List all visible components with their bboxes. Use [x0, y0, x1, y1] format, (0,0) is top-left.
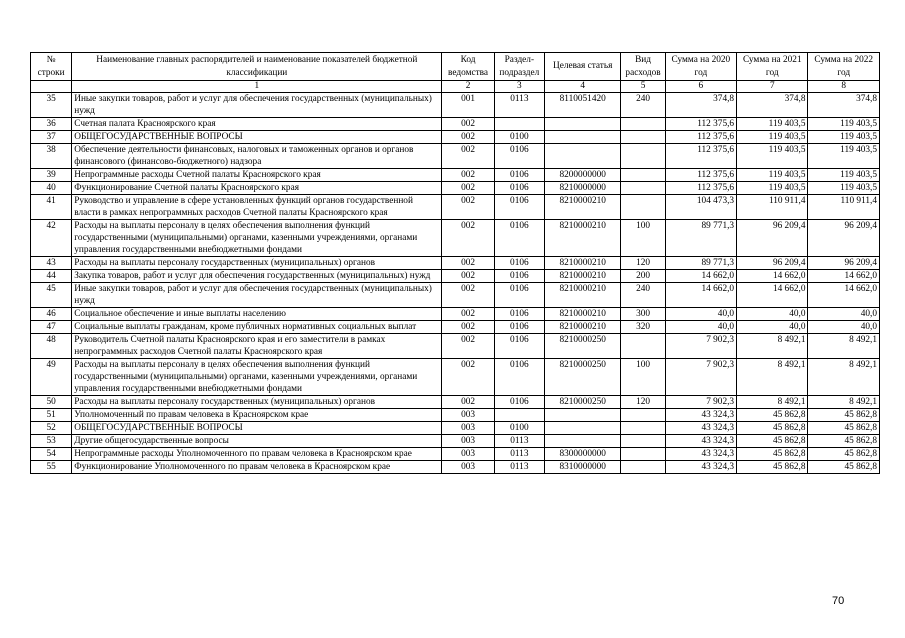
dept-code-cell: 002 — [442, 195, 494, 220]
sum-2021-cell: 119 403,5 — [737, 182, 808, 195]
expense-type-cell — [621, 182, 665, 195]
row-name-cell: Закупка товаров, работ и услуг для обеспечения государственных (муниципальных) нужд — [72, 270, 442, 283]
section-cell: 0106 — [494, 144, 544, 169]
header-sum-2022: Сумма на 2022 год — [808, 53, 880, 81]
header-sum-2020: Сумма на 2020 год — [665, 53, 736, 81]
sum-2022-cell: 8 492,1 — [808, 334, 880, 359]
sum-2020-cell: 43 324,3 — [665, 448, 736, 461]
row-number-cell: 55 — [31, 461, 72, 474]
table-row — [31, 144, 880, 169]
sum-2021-cell: 40,0 — [737, 321, 808, 334]
row-name-cell: Функционирование Счетной палаты Красноярского края — [72, 182, 442, 195]
row-name-cell: Другие общегосударственные вопросы — [72, 435, 442, 448]
budget-table — [30, 52, 880, 474]
sum-2022-cell: 96 209,4 — [808, 257, 880, 270]
sum-2021-cell: 45 862,8 — [737, 448, 808, 461]
sum-2022-cell: 119 403,5 — [808, 118, 880, 131]
section-cell — [494, 118, 544, 131]
sum-2021-cell: 45 862,8 — [737, 435, 808, 448]
row-name-cell: Расходы на выплаты персоналу в целях обеспечения выполнения функций государственными (муниципальными) органами, казенными учреждениями, органами управления государственными внебюджетными фондами — [72, 220, 442, 257]
sum-2022-cell: 45 862,8 — [808, 409, 880, 422]
row-name-cell: Функционирование Уполномоченного по правам человека в Красноярском крае — [72, 461, 442, 474]
sum-2021-cell: 40,0 — [737, 308, 808, 321]
section-cell: 0106 — [494, 359, 544, 396]
section-cell: 0113 — [494, 448, 544, 461]
table-row — [31, 409, 880, 422]
sum-2022-cell: 45 862,8 — [808, 422, 880, 435]
dept-code-cell: 002 — [442, 169, 494, 182]
row-name-cell: Расходы на выплаты персоналу государственных (муниципальных) органов — [72, 257, 442, 270]
column-number: 5 — [621, 81, 665, 93]
target-cell: 8210000210 — [544, 220, 620, 257]
header-target: Целевая статья — [544, 53, 620, 81]
row-name-cell: Расходы на выплаты персоналу в целях обеспечения выполнения функций государственными (муниципальными) органами, казенными учреждениями, органами управления государственными внебюджетными фондами — [72, 359, 442, 396]
sum-2021-cell: 119 403,5 — [737, 169, 808, 182]
target-cell: 8200000000 — [544, 169, 620, 182]
dept-code-cell: 002 — [442, 257, 494, 270]
row-name-cell: ОБЩЕГОСУДАРСТВЕННЫЕ ВОПРОСЫ — [72, 131, 442, 144]
column-number: 2 — [442, 81, 494, 93]
sum-2020-cell: 7 902,3 — [665, 359, 736, 396]
target-cell: 8310000000 — [544, 461, 620, 474]
row-number-cell: 47 — [31, 321, 72, 334]
sum-2020-cell: 43 324,3 — [665, 422, 736, 435]
row-number-cell: 40 — [31, 182, 72, 195]
target-cell: 8210000000 — [544, 182, 620, 195]
column-number — [31, 81, 72, 93]
sum-2022-cell: 374,8 — [808, 93, 880, 118]
expense-type-cell: 120 — [621, 257, 665, 270]
header-row-number: № строки — [31, 53, 72, 81]
header-expense-type: Вид расходов — [621, 53, 665, 81]
sum-2021-cell: 96 209,4 — [737, 257, 808, 270]
column-number: 1 — [72, 81, 442, 93]
sum-2022-cell: 119 403,5 — [808, 169, 880, 182]
expense-type-cell: 320 — [621, 321, 665, 334]
row-name-cell: Обеспечение деятельности финансовых, налоговых и таможенных органов и органов финансового (финансово-бюджетного) надзора — [72, 144, 442, 169]
expense-type-cell: 100 — [621, 359, 665, 396]
sum-2022-cell: 96 209,4 — [808, 220, 880, 257]
target-cell: 8210000210 — [544, 195, 620, 220]
sum-2021-cell: 119 403,5 — [737, 144, 808, 169]
section-cell: 0106 — [494, 169, 544, 182]
expense-type-cell: 240 — [621, 283, 665, 308]
sum-2022-cell: 110 911,4 — [808, 195, 880, 220]
section-cell: 0113 — [494, 461, 544, 474]
table-row — [31, 270, 880, 283]
row-number-cell: 39 — [31, 169, 72, 182]
dept-code-cell: 002 — [442, 359, 494, 396]
sum-2022-cell: 45 862,8 — [808, 461, 880, 474]
sum-2021-cell: 14 662,0 — [737, 270, 808, 283]
row-number-cell: 48 — [31, 334, 72, 359]
column-number: 3 — [494, 81, 544, 93]
dept-code-cell: 002 — [442, 321, 494, 334]
sum-2021-cell: 45 862,8 — [737, 461, 808, 474]
expense-type-cell — [621, 131, 665, 144]
target-cell: 8210000210 — [544, 308, 620, 321]
row-name-cell: Руководство и управление в сфере установленных функций органов государственной власти в рамках непрограммных расходов Счетной палаты Красноярского края — [72, 195, 442, 220]
row-name-cell: Непрограммные расходы Уполномоченного по правам человека в Красноярском крае — [72, 448, 442, 461]
expense-type-cell — [621, 144, 665, 169]
expense-type-cell — [621, 422, 665, 435]
section-cell: 0100 — [494, 131, 544, 144]
dept-code-cell: 002 — [442, 270, 494, 283]
column-number: 8 — [808, 81, 880, 93]
column-number: 7 — [737, 81, 808, 93]
target-cell: 8210000210 — [544, 321, 620, 334]
section-cell — [494, 409, 544, 422]
target-cell — [544, 422, 620, 435]
expense-type-cell: 300 — [621, 308, 665, 321]
row-name-cell: Непрограммные расходы Счетной палаты Красноярского края — [72, 169, 442, 182]
column-number-row — [31, 81, 880, 93]
row-name-cell: Иные закупки товаров, работ и услуг для обеспечения государственных (муниципальных) нужд — [72, 283, 442, 308]
row-number-cell: 36 — [31, 118, 72, 131]
sum-2022-cell: 40,0 — [808, 321, 880, 334]
expense-type-cell: 100 — [621, 220, 665, 257]
target-cell — [544, 435, 620, 448]
row-number-cell: 45 — [31, 283, 72, 308]
sum-2021-cell: 374,8 — [737, 93, 808, 118]
row-name-cell: Руководитель Счетной палаты Красноярского края и его заместители в рамках непрограммных расходов Счетной палаты Красноярского края — [72, 334, 442, 359]
section-cell: 0100 — [494, 422, 544, 435]
row-number-cell: 53 — [31, 435, 72, 448]
row-number-cell: 52 — [31, 422, 72, 435]
sum-2020-cell: 89 771,3 — [665, 220, 736, 257]
table-row — [31, 182, 880, 195]
target-cell — [544, 118, 620, 131]
dept-code-cell: 003 — [442, 435, 494, 448]
row-number-cell: 42 — [31, 220, 72, 257]
table-row — [31, 359, 880, 396]
row-number-cell: 35 — [31, 93, 72, 118]
expense-type-cell — [621, 118, 665, 131]
sum-2021-cell: 8 492,1 — [737, 359, 808, 396]
row-number-cell: 44 — [31, 270, 72, 283]
expense-type-cell — [621, 461, 665, 474]
header-sum-2021: Сумма на 2021 год — [737, 53, 808, 81]
table-row — [31, 257, 880, 270]
sum-2022-cell: 40,0 — [808, 308, 880, 321]
table-row — [31, 169, 880, 182]
sum-2020-cell: 89 771,3 — [665, 257, 736, 270]
sum-2021-cell: 8 492,1 — [737, 396, 808, 409]
page-number: 70 — [832, 595, 845, 607]
table-row — [31, 131, 880, 144]
sum-2020-cell: 7 902,3 — [665, 334, 736, 359]
sum-2021-cell: 110 911,4 — [737, 195, 808, 220]
sum-2021-cell: 14 662,0 — [737, 283, 808, 308]
row-number-cell: 50 — [31, 396, 72, 409]
table-header — [31, 53, 880, 93]
header-section: Раздел-подраздел — [494, 53, 544, 81]
row-name-cell: Социальные выплаты гражданам, кроме публичных нормативных социальных выплат — [72, 321, 442, 334]
section-cell: 0106 — [494, 257, 544, 270]
sum-2022-cell: 8 492,1 — [808, 396, 880, 409]
table-row — [31, 195, 880, 220]
dept-code-cell: 002 — [442, 220, 494, 257]
sum-2021-cell: 45 862,8 — [737, 409, 808, 422]
dept-code-cell: 002 — [442, 118, 494, 131]
sum-2022-cell: 14 662,0 — [808, 270, 880, 283]
target-cell — [544, 144, 620, 169]
expense-type-cell — [621, 448, 665, 461]
dept-code-cell: 002 — [442, 182, 494, 195]
row-name-cell: Расходы на выплаты персоналу государственных (муниципальных) органов — [72, 396, 442, 409]
table-row — [31, 283, 880, 308]
expense-type-cell: 200 — [621, 270, 665, 283]
sum-2020-cell: 112 375,6 — [665, 118, 736, 131]
sum-2022-cell: 119 403,5 — [808, 182, 880, 195]
row-number-cell: 37 — [31, 131, 72, 144]
column-number: 4 — [544, 81, 620, 93]
sum-2022-cell: 45 862,8 — [808, 435, 880, 448]
sum-2020-cell: 7 902,3 — [665, 396, 736, 409]
sum-2020-cell: 112 375,6 — [665, 169, 736, 182]
row-number-cell: 41 — [31, 195, 72, 220]
row-name-cell: Иные закупки товаров, работ и услуг для обеспечения государственных (муниципальных) нужд — [72, 93, 442, 118]
expense-type-cell: 120 — [621, 396, 665, 409]
table-row — [31, 220, 880, 257]
header-dept-code: Код ведомства — [442, 53, 494, 81]
dept-code-cell: 002 — [442, 334, 494, 359]
dept-code-cell: 002 — [442, 144, 494, 169]
target-cell: 8210000250 — [544, 396, 620, 409]
sum-2020-cell: 40,0 — [665, 321, 736, 334]
target-cell: 8210000210 — [544, 283, 620, 308]
section-cell: 0113 — [494, 435, 544, 448]
dept-code-cell: 003 — [442, 461, 494, 474]
section-cell: 0113 — [494, 93, 544, 118]
sum-2022-cell: 14 662,0 — [808, 283, 880, 308]
target-cell — [544, 131, 620, 144]
dept-code-cell: 002 — [442, 131, 494, 144]
table-row — [31, 422, 880, 435]
row-number-cell: 49 — [31, 359, 72, 396]
sum-2021-cell: 96 209,4 — [737, 220, 808, 257]
target-cell: 8110051420 — [544, 93, 620, 118]
sum-2022-cell: 119 403,5 — [808, 144, 880, 169]
sum-2022-cell: 45 862,8 — [808, 448, 880, 461]
sum-2020-cell: 374,8 — [665, 93, 736, 118]
table-row — [31, 334, 880, 359]
target-cell: 8300000000 — [544, 448, 620, 461]
section-cell: 0106 — [494, 195, 544, 220]
section-cell: 0106 — [494, 182, 544, 195]
sum-2021-cell: 119 403,5 — [737, 131, 808, 144]
section-cell: 0106 — [494, 308, 544, 321]
sum-2022-cell: 119 403,5 — [808, 131, 880, 144]
expense-type-cell — [621, 409, 665, 422]
row-name-cell: ОБЩЕГОСУДАРСТВЕННЫЕ ВОПРОСЫ — [72, 422, 442, 435]
sum-2020-cell: 40,0 — [665, 308, 736, 321]
expense-type-cell: 240 — [621, 93, 665, 118]
row-number-cell: 54 — [31, 448, 72, 461]
sum-2020-cell: 43 324,3 — [665, 461, 736, 474]
table-row — [31, 396, 880, 409]
expense-type-cell — [621, 169, 665, 182]
section-cell: 0106 — [494, 334, 544, 359]
section-cell: 0106 — [494, 321, 544, 334]
sum-2020-cell: 104 473,3 — [665, 195, 736, 220]
sum-2021-cell: 8 492,1 — [737, 334, 808, 359]
section-cell: 0106 — [494, 220, 544, 257]
sum-2020-cell: 43 324,3 — [665, 409, 736, 422]
row-name-cell: Уполномоченный по правам человека в Красноярском крае — [72, 409, 442, 422]
row-number-cell: 38 — [31, 144, 72, 169]
expense-type-cell — [621, 334, 665, 359]
expense-type-cell — [621, 195, 665, 220]
section-cell: 0106 — [494, 396, 544, 409]
sum-2020-cell: 112 375,6 — [665, 182, 736, 195]
table-row — [31, 435, 880, 448]
target-cell: 8210000210 — [544, 270, 620, 283]
table-row — [31, 448, 880, 461]
dept-code-cell: 001 — [442, 93, 494, 118]
table-row — [31, 118, 880, 131]
row-number-cell: 51 — [31, 409, 72, 422]
sum-2020-cell: 112 375,6 — [665, 131, 736, 144]
dept-code-cell: 003 — [442, 422, 494, 435]
sum-2020-cell: 112 375,6 — [665, 144, 736, 169]
row-number-cell: 43 — [31, 257, 72, 270]
sum-2020-cell: 43 324,3 — [665, 435, 736, 448]
sum-2020-cell: 14 662,0 — [665, 270, 736, 283]
table-row — [31, 93, 880, 118]
header-name: Наименование главных распорядителей и наименование показателей бюджетной классификации — [72, 53, 442, 81]
dept-code-cell: 003 — [442, 448, 494, 461]
column-number: 6 — [665, 81, 736, 93]
dept-code-cell: 003 — [442, 409, 494, 422]
row-name-cell: Социальное обеспечение и иные выплаты населению — [72, 308, 442, 321]
sum-2020-cell: 14 662,0 — [665, 283, 736, 308]
target-cell — [544, 409, 620, 422]
target-cell: 8210000250 — [544, 359, 620, 396]
sum-2021-cell: 45 862,8 — [737, 422, 808, 435]
table-row — [31, 321, 880, 334]
expense-type-cell — [621, 435, 665, 448]
sum-2022-cell: 8 492,1 — [808, 359, 880, 396]
row-number-cell: 46 — [31, 308, 72, 321]
dept-code-cell: 002 — [442, 308, 494, 321]
section-cell: 0106 — [494, 270, 544, 283]
table-row — [31, 308, 880, 321]
table-row — [31, 461, 880, 474]
table-body — [31, 93, 880, 474]
target-cell: 8210000250 — [544, 334, 620, 359]
section-cell: 0106 — [494, 283, 544, 308]
dept-code-cell: 002 — [442, 283, 494, 308]
target-cell: 8210000210 — [544, 257, 620, 270]
row-name-cell: Счетная палата Красноярского края — [72, 118, 442, 131]
sum-2021-cell: 119 403,5 — [737, 118, 808, 131]
dept-code-cell: 002 — [442, 396, 494, 409]
